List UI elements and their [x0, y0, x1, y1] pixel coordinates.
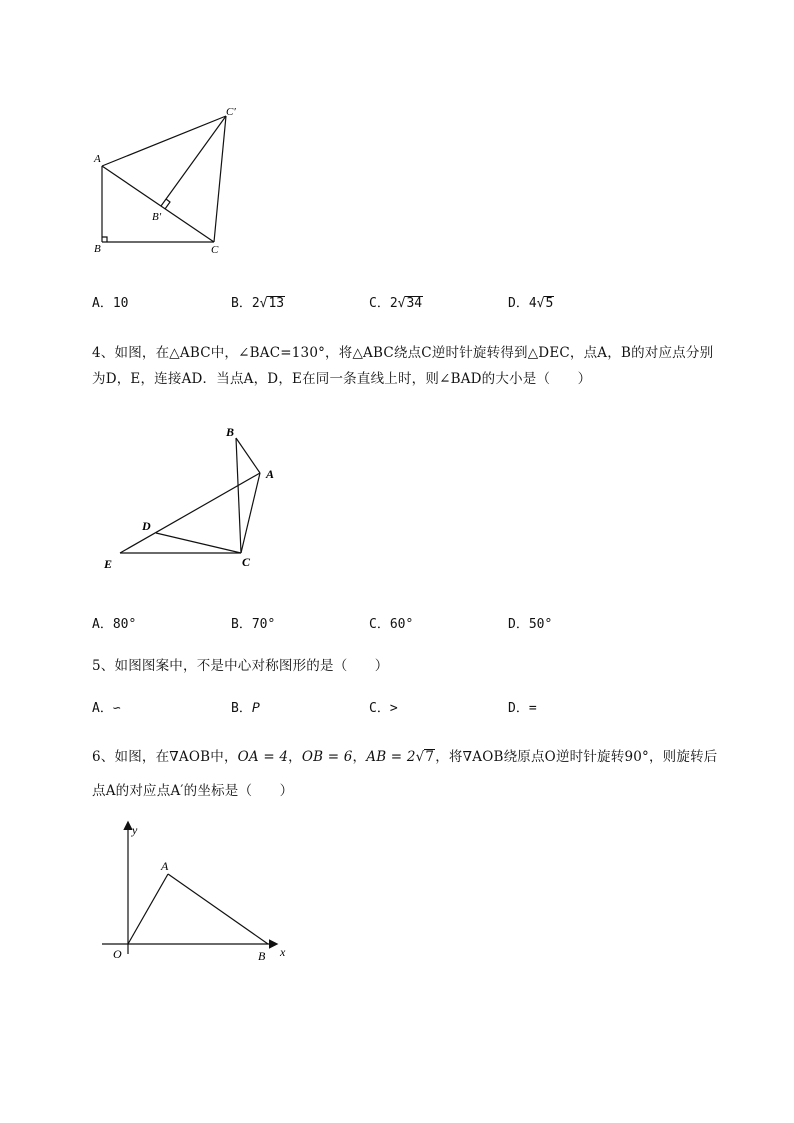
q4-option-a[interactable]: A．80°	[92, 617, 137, 632]
segment-dc	[156, 533, 241, 553]
sqrt-sign: √	[397, 296, 406, 311]
q4-option-b[interactable]: B．70°	[231, 617, 276, 632]
label-a: A	[161, 859, 169, 873]
label-y: y	[132, 823, 138, 837]
q5-option-a[interactable]: A．∽	[92, 701, 121, 716]
label-b: B	[226, 425, 235, 439]
label-b: B	[94, 243, 101, 255]
label-o: O	[113, 947, 122, 961]
segment-bc	[236, 438, 241, 553]
q5-option-d[interactable]: D．=	[508, 701, 537, 716]
q4-stem-line1: 4、如图，在△ABC中，∠BAC=130°，将△ABC绕点C逆时针旋转得到△DEC，点A，B的对应点分别	[92, 345, 714, 361]
q5-stem: 5、如图图案中，不是中心对称图形的是（ ）	[92, 658, 389, 674]
sqrt-sign: √	[536, 296, 545, 311]
q5-option-c[interactable]: C．>	[369, 701, 398, 716]
segment-ac	[241, 473, 260, 553]
q3-option-c[interactable]: C．2√34	[369, 296, 423, 311]
q5-option-b[interactable]: B．𝘗	[231, 701, 260, 716]
q6-stem-line1: 6、如图，在∇AOB中，OA = 4，OB = 6，AB = 2√7，将∇AOB绕原点O逆时针旋转90°，则旋转后	[92, 749, 718, 765]
symbol-equals: =	[528, 701, 537, 716]
segment-ccp	[214, 116, 226, 242]
q4-option-c[interactable]: C．60°	[369, 617, 414, 632]
symbol-similar: ∽	[112, 701, 121, 716]
segment-ac	[102, 166, 214, 242]
symbol-p: 𝘗	[251, 701, 260, 716]
label-a: A	[94, 153, 101, 165]
label-c: C	[211, 244, 219, 256]
q4-option-d[interactable]: D．50°	[508, 617, 553, 632]
sqrt-sign: √	[415, 749, 425, 765]
label-c: C	[242, 555, 251, 569]
figure-q6	[98, 818, 298, 968]
label-e: E	[104, 557, 113, 571]
sqrt-sign: √	[259, 296, 268, 311]
segment-ba	[236, 438, 260, 473]
q3-option-b[interactable]: B．2√13	[231, 296, 285, 311]
q3-option-a[interactable]: A．10	[92, 296, 129, 311]
figure-q4	[100, 420, 290, 580]
label-x: x	[280, 945, 286, 959]
label-d: D	[142, 519, 151, 533]
q3-option-d[interactable]: D．4√5	[508, 296, 554, 311]
label-a: A	[266, 467, 275, 481]
q6-stem-line2: 点A的对应点A′的坐标是（ ）	[92, 783, 294, 799]
right-angle-mark-b	[102, 237, 107, 242]
label-b-prime: B′	[152, 211, 162, 223]
segment-ab	[168, 874, 268, 944]
q4-stem-line2: 为D，E，连接AD．当点A，D，E在同一条直线上时，则∠BAD的大小是（ ）	[92, 371, 592, 387]
label-c-prime: C′	[226, 106, 236, 118]
segment-oa	[128, 874, 168, 944]
label-b: B	[258, 949, 266, 963]
right-angle-mark-bp	[165, 199, 170, 209]
figure-q3	[85, 100, 255, 265]
symbol-greater-than: >	[389, 701, 398, 716]
